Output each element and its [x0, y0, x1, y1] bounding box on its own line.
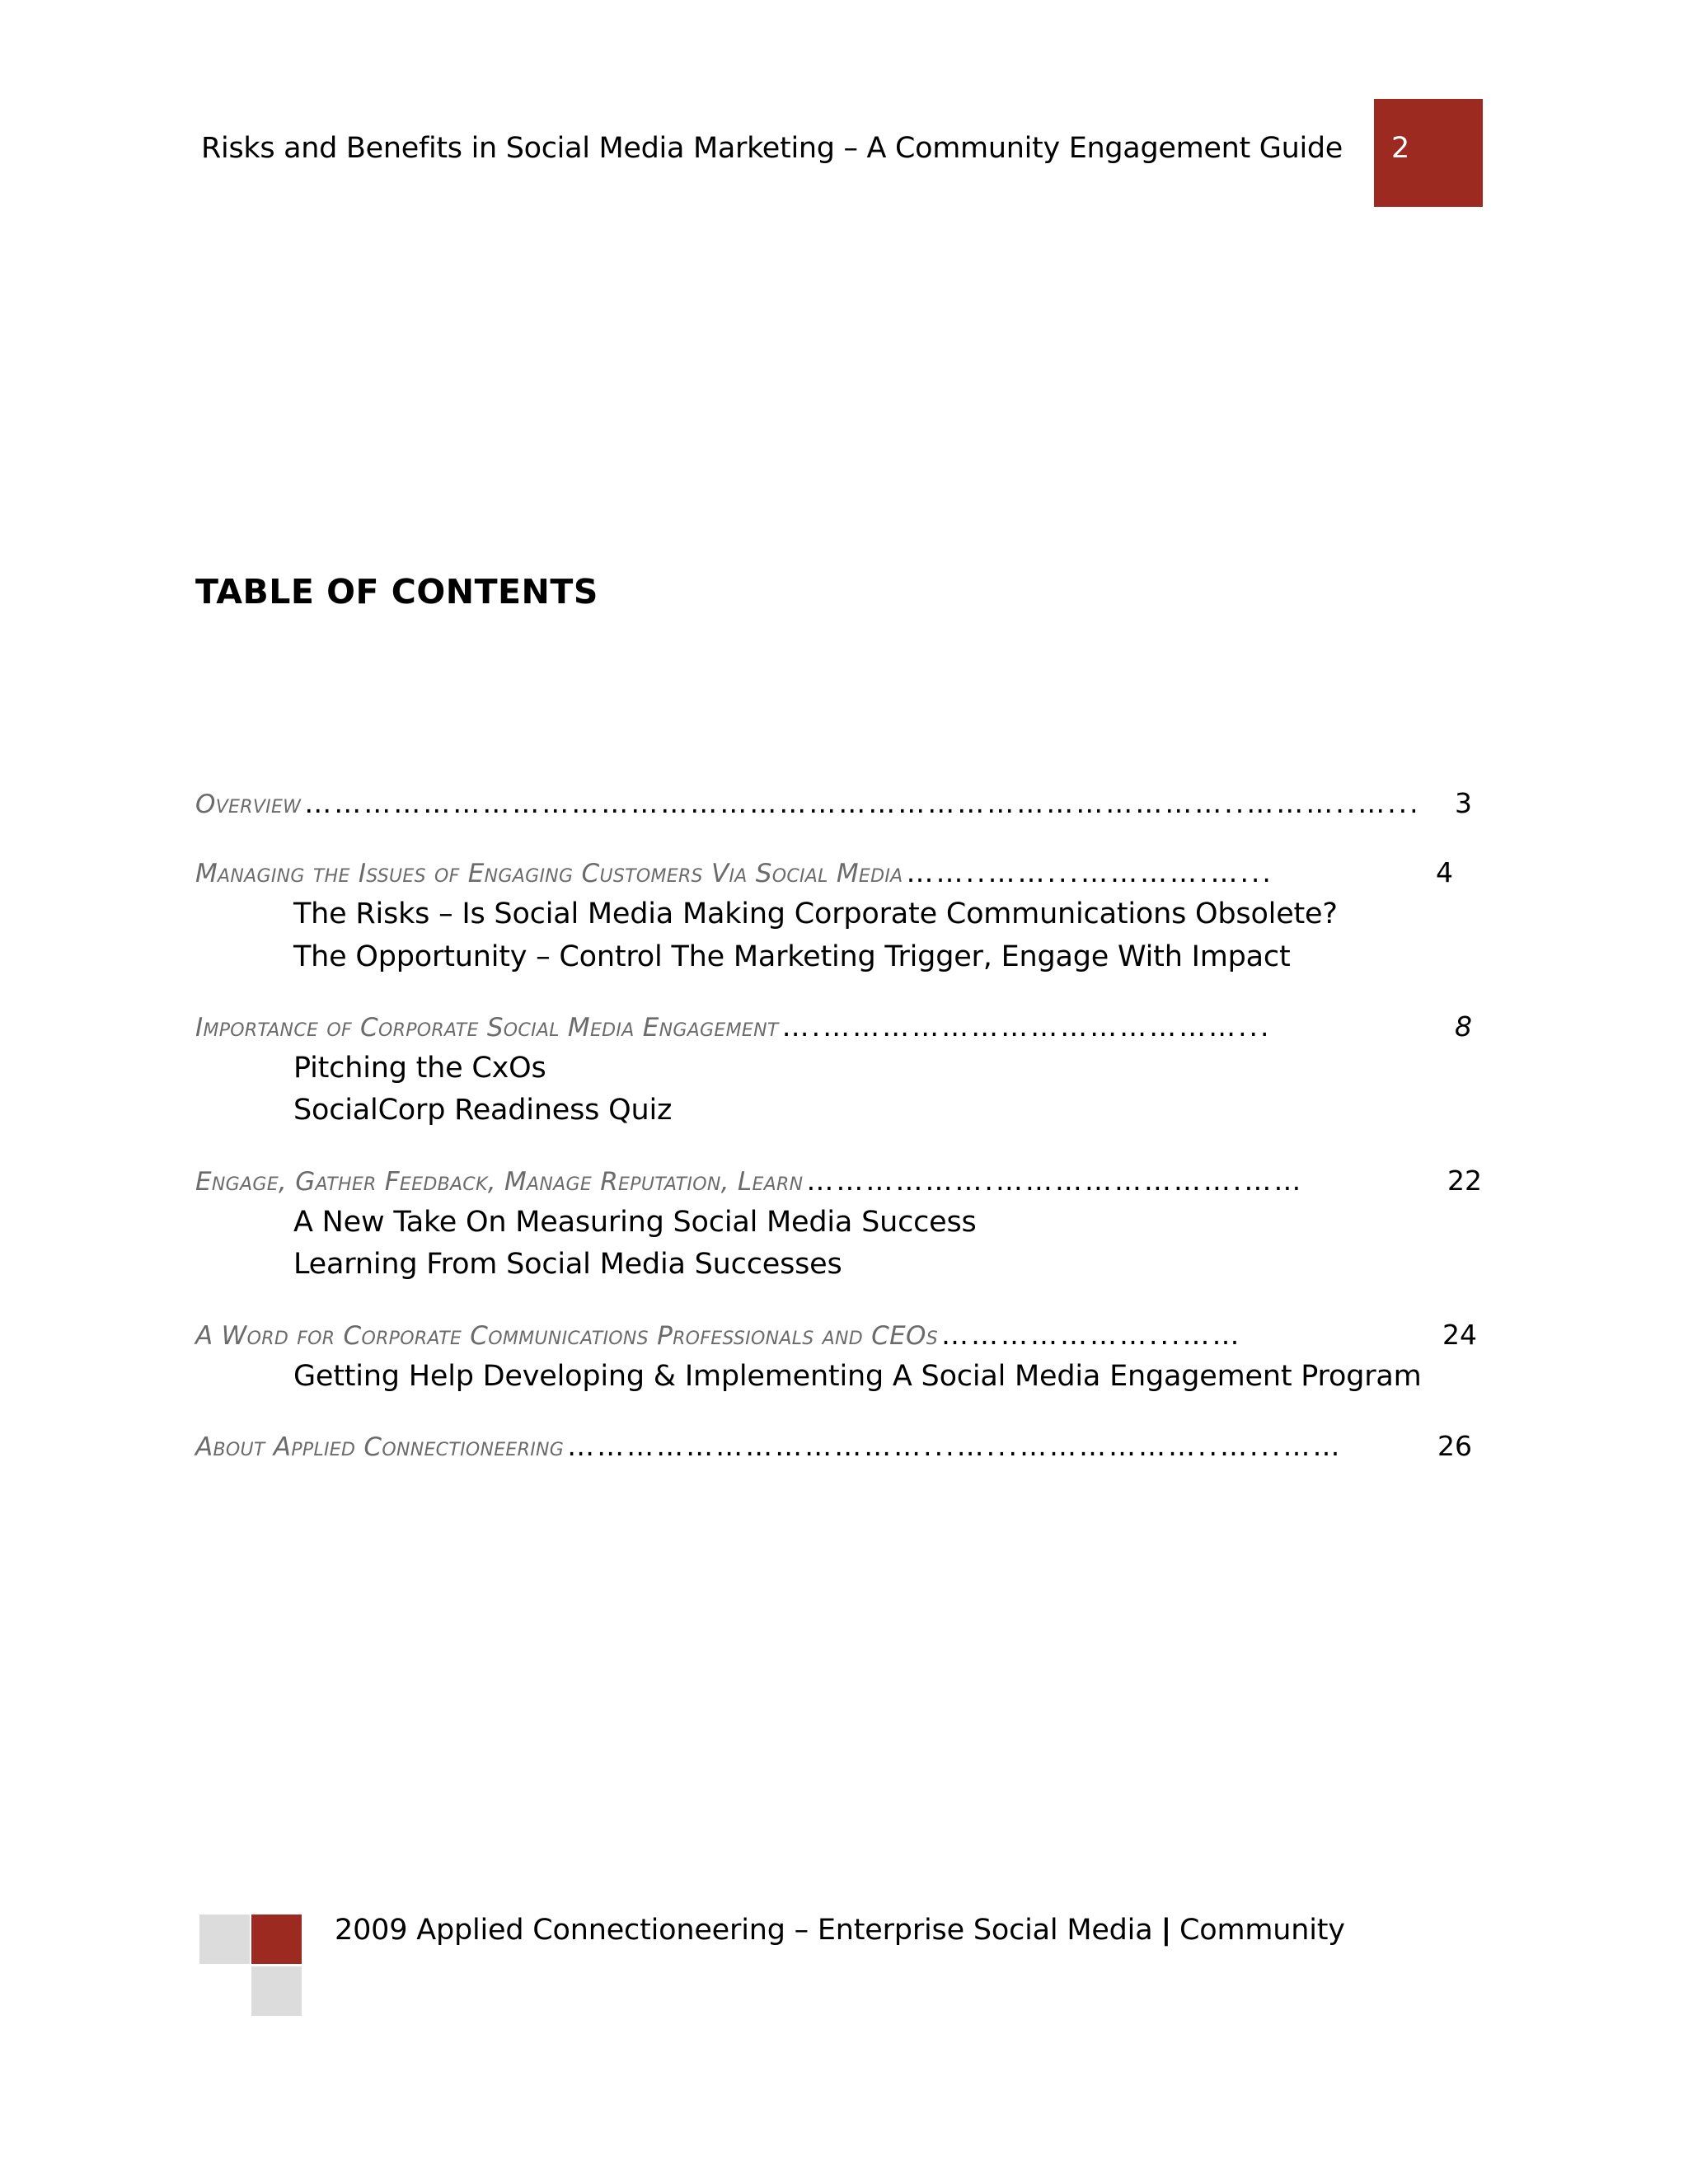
toc-page-number: 8	[1455, 1010, 1472, 1043]
toc-dot-leader: …………………...……	[940, 1319, 1242, 1351]
toc-entry-a-word[interactable]	[195, 1319, 1477, 1357]
footer-square-light	[251, 1966, 302, 2016]
toc-page-number: 26	[1437, 1430, 1472, 1462]
footer-square-light	[199, 1915, 250, 1964]
toc-subitem[interactable]: SocialCorp Readiness Quiz	[293, 1094, 673, 1127]
toc-page-number: 22	[1447, 1165, 1482, 1197]
toc-subitem[interactable]: A New Take On Measuring Social Media Success	[293, 1206, 977, 1239]
toc-entry-title: Importance of Corporate Social Media Engagement	[195, 1013, 779, 1043]
toc-entry-engage[interactable]	[195, 1165, 1482, 1202]
toc-entry-title: Engage, Gather Feedback, Manage Reputation, Learn	[195, 1167, 804, 1197]
footer-square-accent	[251, 1915, 302, 1964]
footer-company: 2009 Applied Connectioneering – Enterprise Social Media	[335, 1914, 1153, 1947]
toc-entry-importance[interactable]	[195, 1010, 1472, 1048]
toc-dot-leader: …………………………………………………………………………………..………..…...	[304, 787, 1421, 819]
page-number: 2	[1391, 132, 1410, 165]
toc-entry-about[interactable]	[195, 1430, 1472, 1468]
toc-entry-title: About Applied Connectioneering	[195, 1432, 565, 1462]
toc-entry-overview[interactable]	[195, 787, 1472, 825]
toc-subitem[interactable]: The Opportunity – Control The Marketing Trigger, Engage With Impact	[293, 940, 1291, 973]
toc-subitem[interactable]: Pitching the CxOs	[293, 1052, 546, 1085]
toc-subitem[interactable]: The Risks – Is Social Media Making Corporate Communications Obsolete?	[293, 898, 1338, 930]
footer-separator: |	[1160, 1914, 1172, 1947]
header-title: Risks and Benefits in Social Media Marketing – A Community Engagement Guide	[201, 132, 1343, 165]
toc-subitem[interactable]: Learning From Social Media Successes	[293, 1248, 842, 1281]
toc-entry-title: A Word for Corporate Communications Professionals and CEOs	[195, 1321, 938, 1351]
toc-page-number: 24	[1442, 1319, 1477, 1351]
toc-entry-managing-issues[interactable]	[195, 856, 1453, 894]
toc-heading: TABLE OF CONTENTS	[195, 572, 598, 612]
page-number-box	[1374, 99, 1483, 207]
toc-dot-leader: ………………………………...…...………………..…...……	[567, 1430, 1343, 1462]
toc-page-number: 4	[1436, 856, 1453, 888]
toc-entry-title: Overview	[195, 790, 302, 819]
toc-subitem[interactable]: Getting Help Developing & Implementing A Social Media Engagement Program	[293, 1360, 1422, 1393]
toc-dot-leader: ……..……...………….…...	[906, 856, 1273, 888]
toc-dot-leader: ….……………………………………...	[781, 1010, 1272, 1043]
footer-section: Community	[1179, 1914, 1345, 1947]
footer-text	[335, 1914, 1345, 1947]
toc-dot-leader: ……………….…………………….……	[806, 1165, 1304, 1197]
toc-page-number: 3	[1455, 787, 1472, 819]
toc-entry-title: Managing the Issues of Engaging Customers Via Social Media	[195, 859, 903, 888]
